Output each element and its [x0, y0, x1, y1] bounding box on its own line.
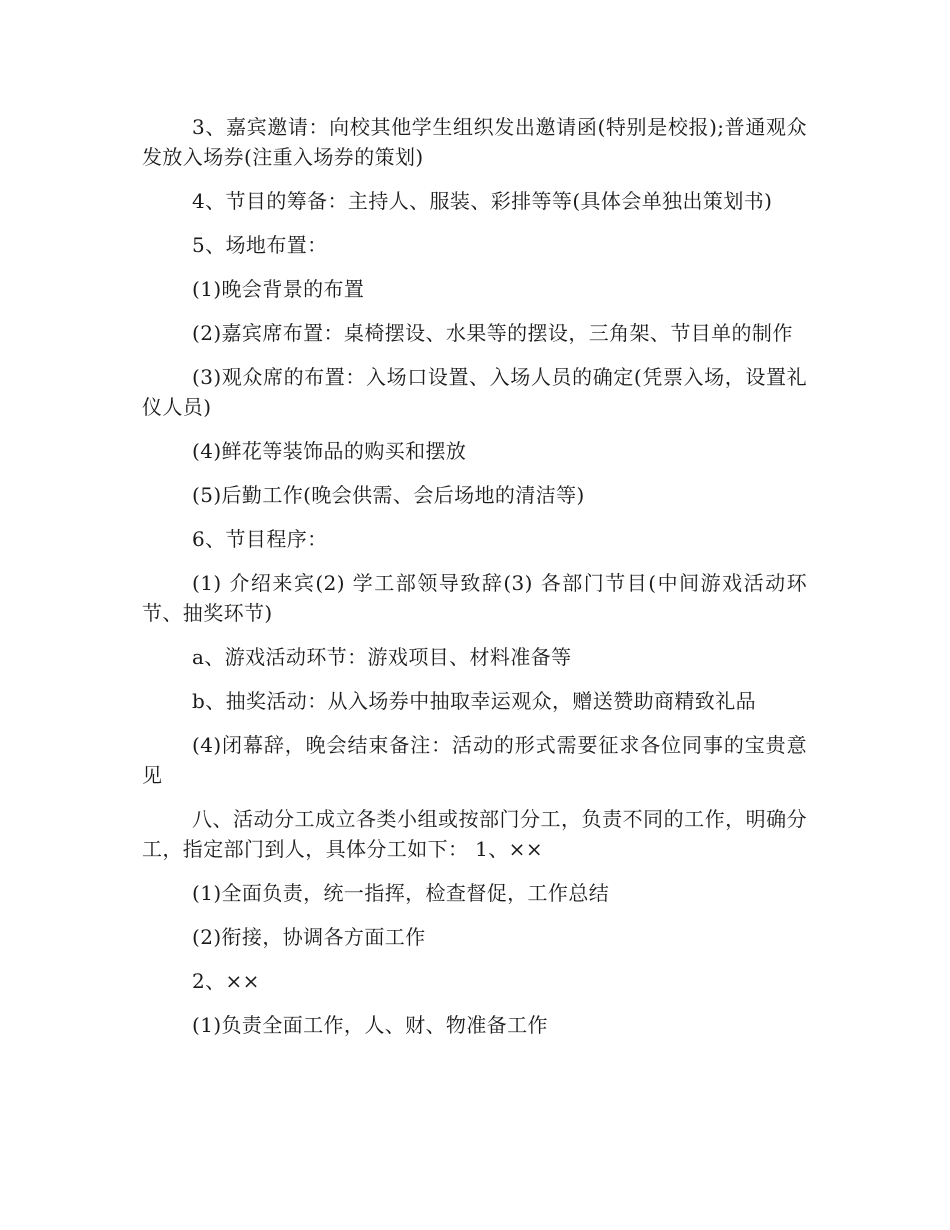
paragraph-backdrop: (1)晚会背景的布置 — [192, 277, 365, 301]
paragraph-overall-lead: (1)全面负责，统一指挥，检查督促，工作总结 — [192, 881, 610, 905]
paragraph-program-preparation: 4、节目的筹备：主持人、服装、彩排等等(具体会单独出策划书) — [192, 189, 773, 213]
paragraph-closing: (4)闭幕辞，晚会结束备注：活动的形式需要征求各位同事的宝贵意见 — [142, 733, 807, 787]
paragraph-program-order: 6、节目程序： — [192, 527, 328, 551]
paragraph-section-2: 2、×× — [192, 969, 260, 993]
paragraph-audience-seating: (3)观众席的布置：入场口设置、入场人员的确定(凭票入场，设置礼仪人员) — [142, 365, 807, 419]
paragraph-resources: (1)负责全面工作，人、财、物准备工作 — [192, 1013, 548, 1037]
paragraph-logistics: (5)后勤工作(晚会供需、会后场地的清洁等) — [192, 483, 585, 507]
paragraph-guest-seating: (2)嘉宾席布置：桌椅摆设、水果等的摆设，三角架、节目单的制作 — [192, 321, 793, 345]
paragraph-task-division: 八、活动分工成立各类小组或按部门分工，负责不同的工作，明确分工，指定部门到人，具体分工如下： 1、×× — [142, 807, 807, 861]
paragraph-lottery: b、抽奖活动：从入场券中抽取幸运观众，赠送赞助商精致礼品 — [192, 689, 757, 713]
paragraph-program-items: (1) 介绍来宾(2) 学工部领导致辞(3) 各部门节目(中间游戏活动环节、抽奖环节) — [142, 571, 807, 625]
document-body — [142, 112, 807, 1054]
paragraph-game-segment: a、游戏活动环节：游戏项目、材料准备等 — [192, 645, 572, 669]
paragraph-decorations: (4)鲜花等装饰品的购买和摆放 — [192, 439, 467, 463]
paragraph-guest-invitation: 3、嘉宾邀请：向校其他学生组织发出邀请函(特别是校报);普通观众发放入场券(注重入场券的策划) — [142, 115, 807, 169]
paragraph-venue-setup: 5、场地布置： — [192, 233, 328, 257]
paragraph-coordination: (2)衔接，协调各方面工作 — [192, 925, 426, 949]
